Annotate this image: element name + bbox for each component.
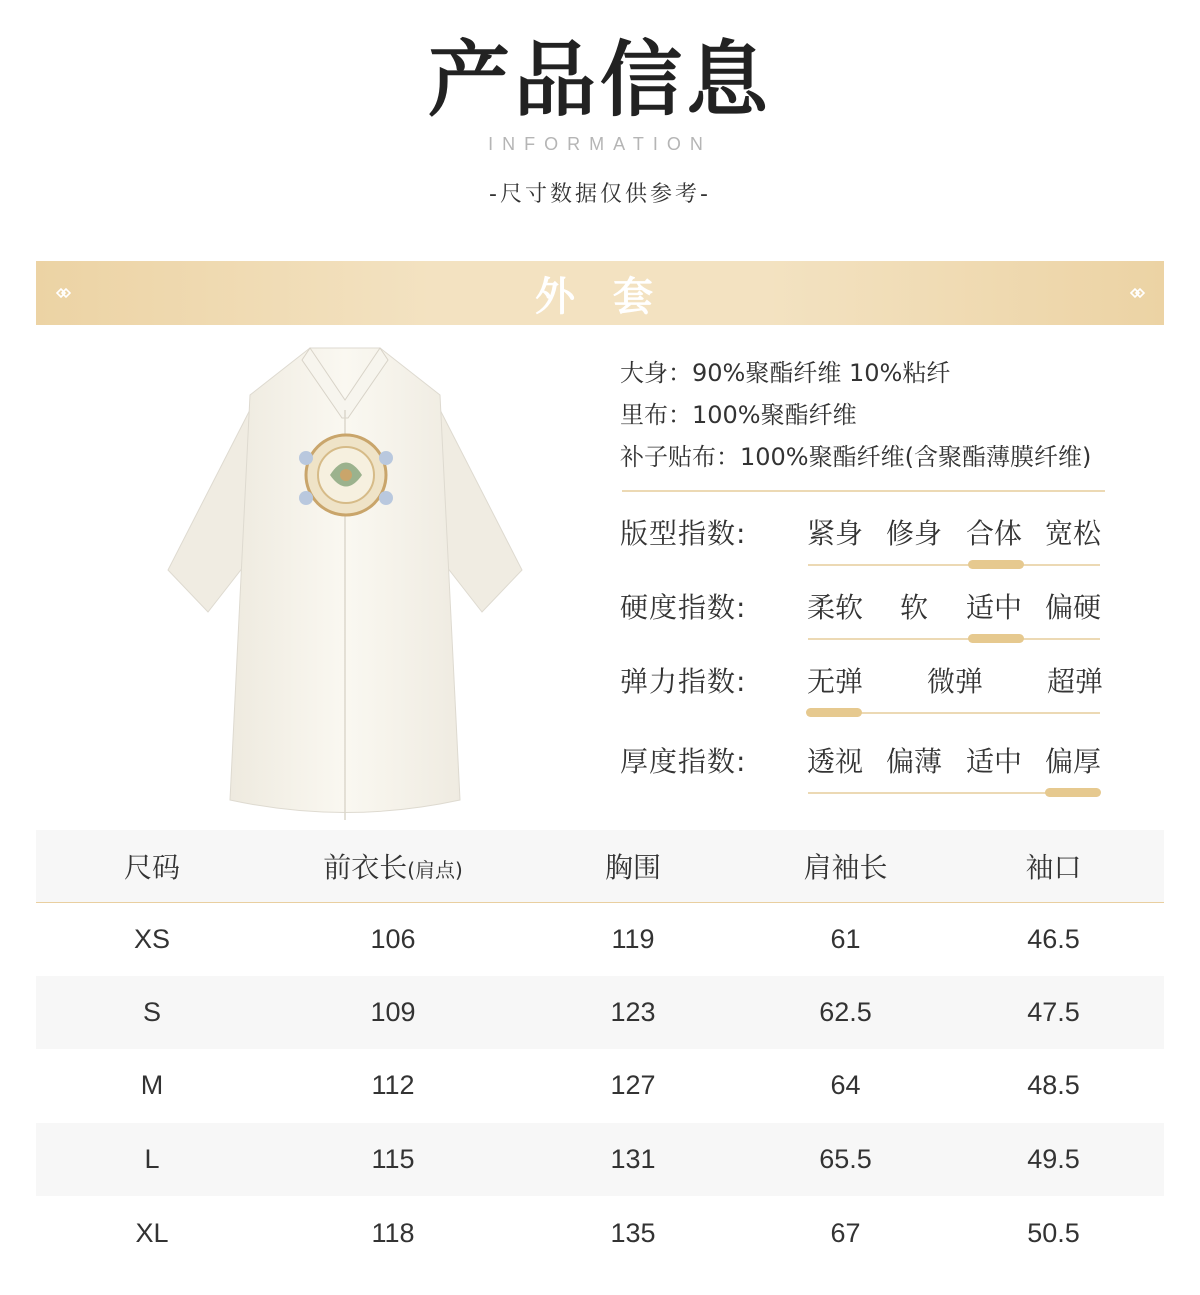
- index-option: 柔软: [806, 591, 863, 624]
- table-cell: 49.5: [943, 1123, 1164, 1197]
- index-label: 硬度指数:: [620, 591, 747, 624]
- table-cell: 135: [610, 1217, 656, 1248]
- table-cell: 119: [611, 923, 655, 954]
- index-option: 偏薄: [885, 745, 942, 778]
- diamond-ornament-icon: [52, 285, 74, 301]
- section-banner: [36, 261, 1164, 325]
- index-selected-marker: [806, 708, 862, 717]
- table-cell: 131: [518, 1123, 748, 1197]
- index-label: 厚度指数:: [620, 745, 747, 778]
- elasticity-index: [620, 660, 1120, 720]
- index-option: 偏厚: [1044, 745, 1101, 778]
- table-cell: 127: [610, 1070, 656, 1101]
- table-cell: 47.5: [943, 976, 1164, 1050]
- section-title: 外 套: [535, 272, 665, 320]
- index-option: 适中: [965, 591, 1022, 624]
- table-cell: 118: [371, 1217, 415, 1248]
- column-header-suffix: (肩点): [407, 857, 463, 882]
- table-cell: M: [140, 1070, 164, 1101]
- table-cell: 67: [830, 1217, 861, 1248]
- column-header: 胸围: [518, 830, 748, 902]
- fit-index: [620, 512, 1120, 572]
- column-header-label: 前衣长: [323, 850, 408, 884]
- index-option: 软: [899, 591, 928, 624]
- table-cell: 109: [268, 976, 518, 1050]
- table-cell: 106: [370, 923, 416, 954]
- index-option: 无弹: [806, 665, 863, 698]
- reference-note: -尺寸数据仅供参考-: [489, 182, 711, 207]
- page-subtitle: INFORMATION: [488, 134, 712, 154]
- index-option: 偏硬: [1044, 591, 1101, 624]
- index-selected-marker: [968, 560, 1024, 569]
- material-specs: [620, 352, 1180, 478]
- index-option: 宽松: [1044, 517, 1101, 550]
- table-cell: XS: [133, 923, 171, 954]
- diamond-ornament-icon: [1126, 285, 1148, 301]
- index-option: 紧身: [806, 517, 863, 550]
- table-cell: 65.5: [748, 1123, 943, 1197]
- table-row: [36, 976, 1164, 1050]
- table-cell: 123: [518, 976, 748, 1050]
- material-line: 里布：100%聚酯纤维: [620, 401, 857, 429]
- table-cell: 62.5: [748, 976, 943, 1050]
- index-option: 适中: [965, 745, 1022, 778]
- thickness-index: [620, 740, 1120, 800]
- index-track: [808, 564, 1100, 566]
- coat-product-image: [160, 340, 530, 820]
- table-cell: 61: [830, 923, 861, 954]
- material-line: 补子贴布：100%聚酯纤维(含聚酯薄膜纤维): [620, 443, 1092, 471]
- table-row: [36, 1196, 1164, 1270]
- hardness-index: [620, 586, 1120, 646]
- size-table: [36, 830, 1164, 1270]
- index-option: 透视: [806, 745, 863, 778]
- index-label: 版型指数:: [620, 517, 747, 550]
- table-cell: L: [36, 1123, 268, 1197]
- index-option: 合体: [965, 517, 1022, 550]
- material-line: 大身：90%聚酯纤维 10%粘纤: [620, 359, 951, 387]
- index-track: [808, 638, 1100, 640]
- table-cell: S: [36, 976, 268, 1050]
- table-cell: 112: [371, 1070, 415, 1101]
- table-header-row: [36, 830, 1164, 902]
- index-option: 微弹: [926, 665, 983, 698]
- table-cell: 46.5: [1027, 923, 1080, 954]
- page-title: 产品信息: [427, 32, 772, 128]
- table-row: [36, 1049, 1164, 1123]
- column-header: 尺码: [36, 830, 268, 902]
- table-cell: 115: [268, 1123, 518, 1197]
- table-cell: 48.5: [1027, 1070, 1080, 1101]
- column-header: 肩袖长: [748, 830, 943, 902]
- table-row: [36, 902, 1164, 976]
- index-selected-marker: [1045, 788, 1101, 797]
- index-selected-marker: [968, 634, 1024, 643]
- divider: [622, 490, 1105, 492]
- index-option: 超弹: [1046, 665, 1103, 698]
- column-header: [268, 830, 518, 902]
- table-cell: 50.5: [1027, 1217, 1080, 1248]
- table-cell: 64: [830, 1070, 861, 1101]
- index-option: 修身: [885, 517, 942, 550]
- table-cell: XL: [135, 1217, 169, 1248]
- column-header: 袖口: [943, 830, 1164, 902]
- table-row: [36, 1123, 1164, 1197]
- index-label: 弹力指数:: [620, 665, 747, 698]
